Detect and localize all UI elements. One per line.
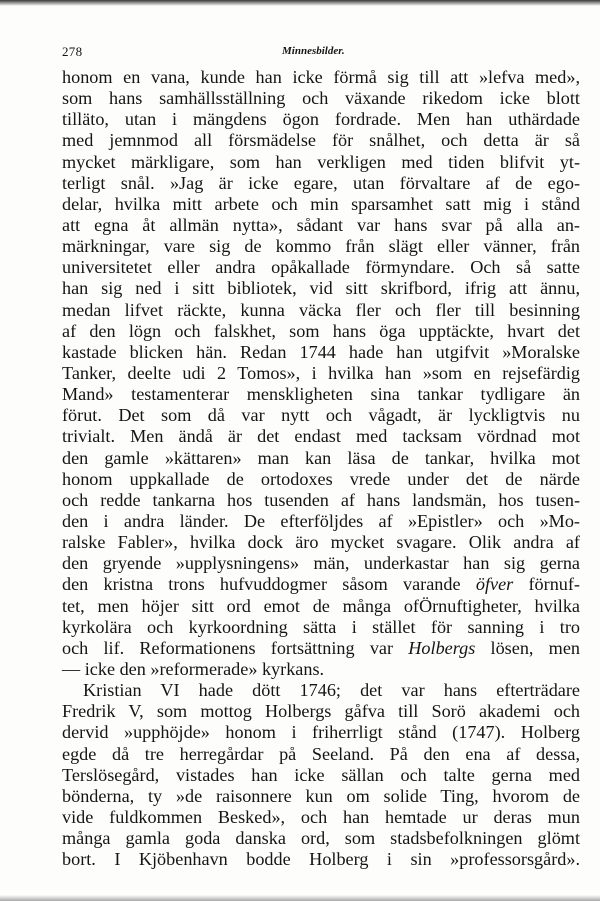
text-line: Terslösegård, vistades han icke sällan och talte gerna med: [62, 764, 580, 785]
text-line: många gamla goda danska ord, som stadsbefolkningen glömt: [62, 828, 580, 849]
text-line: medan lifvet räckte, kunna väcka fler och fler till besinning: [62, 299, 580, 320]
text-line: af den lögn och falskhet, som hans öga upptäckte, hvart det: [62, 320, 580, 341]
italic-word: Holbergs: [408, 637, 476, 658]
text-line: att egna åt allmän nytta», sådant var hans svar på alla an-: [62, 214, 580, 235]
text-line: delar, hvilka mitt arbete och min sparsamhet satt mig i stånd: [62, 193, 580, 214]
text-line: den gamle »kättaren» man kan läsa de tankar, hvilka mot: [62, 447, 580, 468]
text-line: tilläto, utan i mängdens ögon fordrade. Men han uthärdade: [62, 109, 580, 130]
italic-word: öfver: [475, 574, 514, 595]
text-fragment: och lif. Reformationens fortsättning var: [62, 637, 409, 658]
text-line: ralske Fabler», hvilka dock äro mycket svagare. Olik andra af: [62, 532, 580, 553]
text-line: trivialt. Men ändå är det endast med tacksam vördnad mot: [62, 426, 580, 447]
text-line: med jemnmod all försmädelse för snålhet, och detta är så: [62, 130, 580, 151]
text-line: märkningar, vare sig de kommo från slägt eller vänner, från: [62, 236, 580, 257]
text-line: kyrkolära och kyrkoordning sätta i stället för sanning i tro: [62, 616, 580, 637]
text-line: kastade blicken hän. Redan 1744 hade han utgifvit »Moralske: [62, 341, 580, 362]
text-line: [62, 638, 580, 659]
running-title: Minnesbilder.: [282, 45, 345, 57]
paragraph-first-line: Kristian VI hade dött 1746; det var hans efterträdare: [83, 680, 580, 701]
text-fragment: lösen, men: [475, 637, 580, 658]
text-line: terligt snål. »Jag är icke egare, utan förvaltare af de ego-: [62, 172, 580, 193]
text-line: den i andra länder. De efterföljdes af »Epistler» och »Mo-: [62, 510, 580, 531]
text-line: dervid »upphöjde» honom i friherrligt stånd (1747). Holberg: [62, 722, 580, 743]
text-line: [62, 574, 580, 595]
text-line: universitetet eller andra opåkallade förmyndare. Och så satte: [62, 257, 580, 278]
text-line: honom uppkallade de ortodoxes vrede under det de närde: [62, 468, 580, 489]
text-line: som hans samhällsställning och växande rikedom icke blott: [62, 88, 580, 109]
text-line: mycket märkligare, som han verkligen med tiden blifvit yt-: [62, 151, 580, 172]
text-line: tet, men höjer sitt ord emot de många ofÖrnuftigheter, hvilka: [62, 595, 580, 616]
body-text: [62, 67, 580, 870]
page-header: [62, 44, 552, 62]
text-line: förut. Det som då var nytt och vågadt, är lyckligtvis nu: [62, 405, 580, 426]
text-line: bönderna, ty »de raisonnere kun om solide Ting, hvorom de: [62, 785, 580, 806]
text-line: Fredrik V, som mottog Holbergs gåfva till Sorö akademi och: [62, 701, 580, 722]
scan-bottom-edge: [0, 895, 600, 901]
text-fragment: förnuf-: [513, 574, 580, 595]
text-line: han sig ned i sitt bibliotek, vid sitt skrifbord, ifrig att ännu,: [62, 278, 580, 299]
text-line: den gryende »upplysningens» män, underkastar han sig gerna: [62, 553, 580, 574]
scan-top-edge: [0, 0, 600, 6]
text-line: egde då tre herregårdar på Seeland. På den ena af dessa,: [62, 743, 580, 764]
page-number: 278: [62, 44, 83, 59]
text-line: honom en vana, kunde han icke förmå sig till att »lefva med»,: [62, 67, 580, 87]
text-line: Mand» testamenterar menskligheten sina tankar tydligare än: [62, 384, 580, 405]
text-line: Tanker, deelte udi 2 Tomos», i hvilka han »som en rejsefärdig: [62, 362, 580, 383]
text-fragment: den kristna trons hufvuddogmer såsom varande: [62, 574, 476, 595]
text-line: — icke den »reformerade» kyrkans.: [62, 658, 325, 679]
text-line: bort. I Kjöbenhavn bodde Holberg i sin »professorsgård».: [62, 849, 580, 870]
text-line: vide fuldkommen Besked», och han hemtade ur deras mun: [62, 806, 580, 827]
text-line: och redde tankarna hos tusenden af hans landsmän, hos tusen-: [62, 489, 580, 510]
